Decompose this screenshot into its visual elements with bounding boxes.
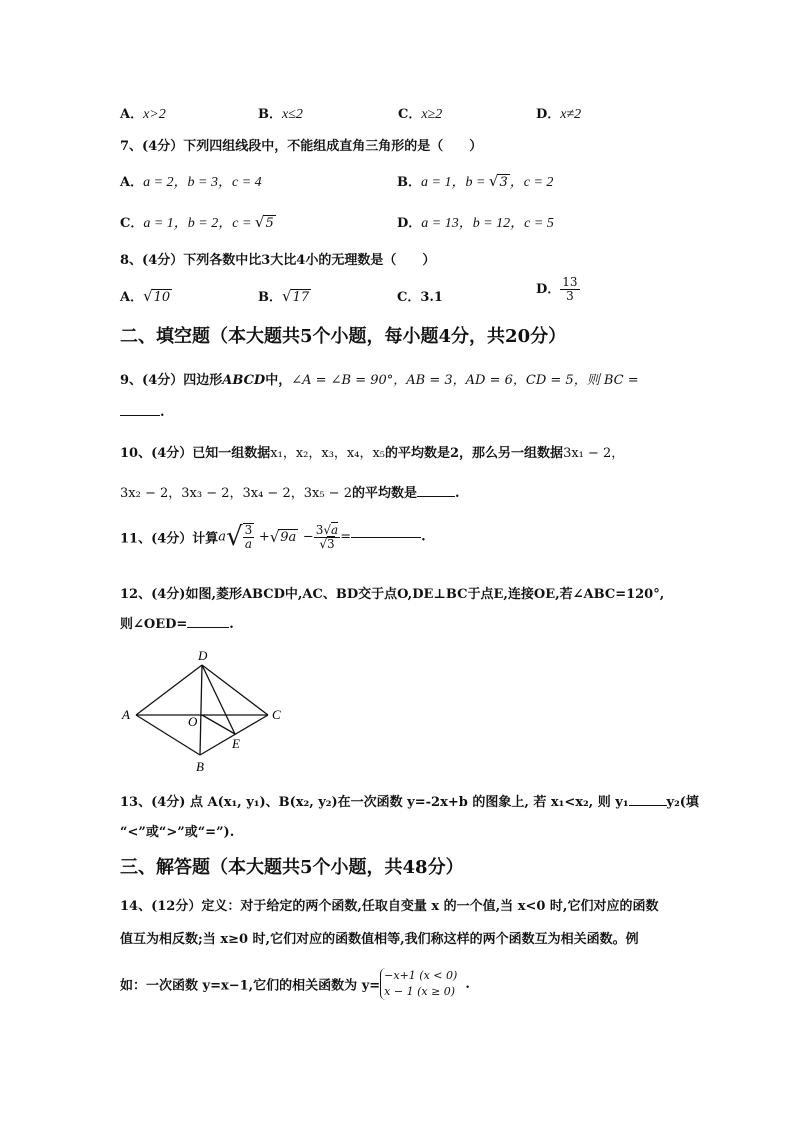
q10-line2: 3x₂ − 2，3x₃ − 2，3x₄ − 2，3x₅ − 2的平均数是 .	[120, 486, 460, 501]
q12-line1: 12、(4分)如图,菱形ABCD中,AC、BD交于点O,DE⊥BC于点E,连接OE,若∠ABC=120°,	[120, 587, 665, 602]
q6-option-c: C．x≥2	[398, 107, 443, 122]
q7-option-c: C．a = 1，b = 2，c = √5	[120, 213, 274, 231]
q8-stem: 8、(4分）下列各数中比3大比4小的无理数是（ ）	[120, 253, 436, 268]
q8-option-a: A．√10	[120, 287, 171, 305]
q13-blank[interactable]	[629, 805, 667, 806]
q10-blank[interactable]	[417, 496, 455, 497]
diagonal-bd	[200, 665, 202, 755]
q10-line1: 10、(4分）已知一组数据x₁，x₂，x₃，x₄，x₅的平均数是2，那么另一组数据3x₁ − 2，	[120, 446, 625, 461]
rhombus-figure	[118, 645, 293, 775]
q13-line1: 13、(4分) 点 A(x₁, y₁)、B(x₂, y₂)在一次函数 y=-2x+b 的图象上, 若 x₁<x₂, 则 y₁ y₂(填	[120, 795, 699, 810]
q6-option-d: D．x≠2	[536, 107, 582, 122]
q14-line3: 如：一次函数 y=x−1,它们的相关函数为 y= −x+1 (x < 0) x − 1 (x ≥ 0) .	[120, 969, 470, 998]
q14-line1: 14、(12分）定义：对于给定的两个函数,任取自变量 x 的一个值,当 x<0 时,它们对应的函数	[120, 899, 659, 914]
q7-stem: 7、(4分）下列四组线段中，不能组成直角三角形的是（ ）	[120, 139, 483, 154]
q8-option-d: D． $\frac{13}{3}$	[536, 275, 578, 303]
section-3-heading: 三、解答题（本大题共5个小题，共48分）	[120, 857, 464, 878]
q11-line: 11、(4分）计算a√ $\frac{3}{a}$ +√9a − $\frac{3√a}{√3}$ = .	[120, 522, 426, 552]
piecewise-function: −x+1 (x < 0) x − 1 (x ≥ 0)	[380, 968, 457, 1000]
label-d: D	[198, 648, 208, 663]
label-c: C	[272, 707, 281, 722]
q13-line2: “<”或“>”或“=”).	[120, 825, 235, 840]
edge-da	[136, 665, 202, 715]
q8-option-c: C．3.1	[397, 290, 443, 305]
q9-blank[interactable]	[120, 415, 160, 416]
label-o: O	[188, 714, 198, 729]
section-2-heading: 二、填空题（本大题共5个小题，每小题4分，共20分）	[120, 326, 567, 347]
q7-option-a: A．a = 2，b = 3，c = 4	[120, 175, 262, 190]
label-e: E	[232, 736, 240, 751]
label-a: A	[122, 707, 130, 722]
q9-line: 9、(4分）四边形ABCD中，∠A = ∠B = 90°，AB = 3，AD = 6，CD = 5，则 BC =	[120, 373, 639, 388]
q6-option-b: B．x≤2	[258, 107, 303, 122]
q12-line2: 则∠OED= .	[120, 617, 234, 632]
q7-option-d: D．a = 13，b = 12，c = 5	[397, 216, 554, 231]
q12-blank[interactable]	[187, 627, 229, 628]
label-b: B	[196, 759, 204, 774]
q6-option-a: A．x>2	[120, 107, 166, 122]
q11-blank[interactable]	[351, 537, 421, 538]
edge-cd	[202, 665, 268, 715]
q14-line2: 值互为相反数;当 x≥0 时,它们对应的函数值相等,我们称这样的两个函数互为相关函数。例	[120, 932, 639, 947]
segment-de	[202, 665, 235, 734]
q8-option-b: B．√17	[258, 287, 310, 305]
q7-option-b: B．a = 1，b = √3 ，c = 2	[397, 172, 554, 190]
q9-answer: .	[120, 405, 165, 420]
